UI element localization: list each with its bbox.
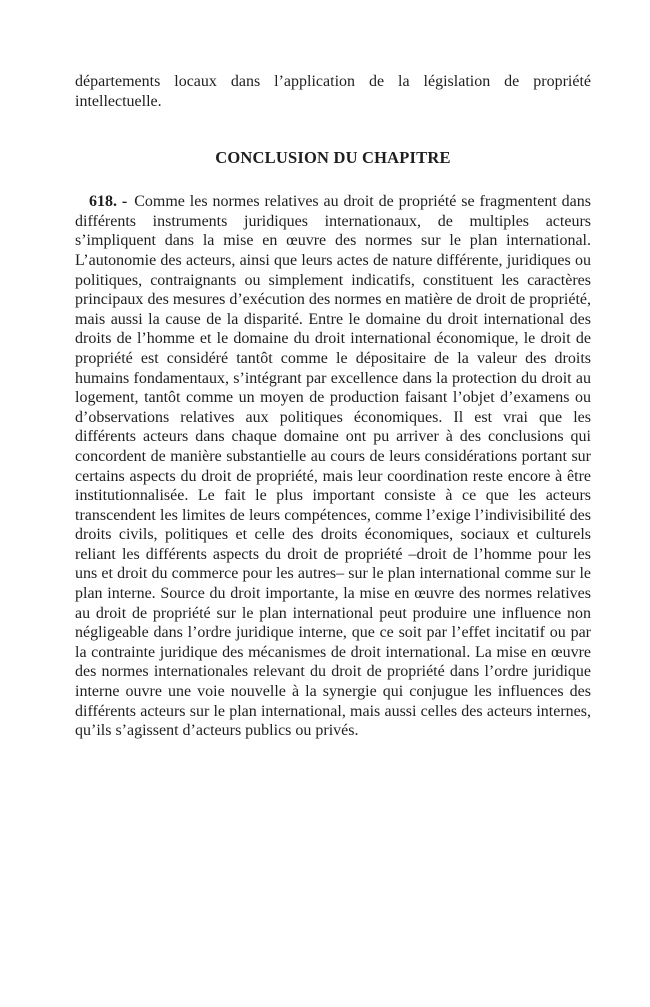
chapter-conclusion-heading: CONCLUSION DU CHAPITRE [215,148,451,168]
page-text-block [75,72,591,741]
paragraph-number: 618. - [89,193,128,211]
paragraph-body: Comme les normes relatives au droit de propriété se fragmentent dans différents instruments juridiques internationaux, de multiples acteurs s’impliquent dans la mise en œuvre des normes sur le plan international. L’autonomie des acteurs, ainsi que leurs actes de nature différente, juridiques ou politiques, contraignants ou simplement indicatifs, constituent les caractères principaux des mesures d’exécution des normes en matière de droit de propriété, mais aussi la cause de la disparité. Entre le domaine du droit international des droits de l’homme et le domaine du droit international économique, le droit de propriété est considéré tantôt comme le dépositaire de la valeur des droits humains fondamentaux, s’intégrant par excellence dans la protection du droit au logement, tantôt comme un moyen de production faisant l’objet d’examens ou d’observations relatives aux politiques économiques. Il est vrai que les différents acteurs dans chaque domaine ont pu arriver à des conclusions qui concordent de manière substantielle au cours de leurs considérations portant sur certains aspects du droit de propriété, mais leur coordination reste encore à être institutionnalisée. Le fait le plus important consiste à ce que les acteurs transcendent les limites de leurs compétences, comme l’exige l’indivisibilité des droits civils, politiques et celle des droits économiques, sociaux et culturels reliant les différents aspects du droit de propriété –droit de l’homme pour les uns et droit du commerce pour les autres– sur le plan international comme sur le plan interne. Source du droit importante, la mise en œuvre des normes relatives au droit de propriété sur le plan international peut produire une influence non négligeable dans l’ordre juridique interne, que ce soit par l’effet incitatif ou par la contrainte juridique des mécanismes de droit international. La mise en œuvre des normes internationales relevant du droit de propriété dans l’ordre juridique interne ouvre une voie nouvelle à la synergie qui conjugue les influences des différents acteurs sur le plan international, mais aussi celles des acteurs internes, qu’ils s’agissent d’acteurs publics ou privés. [75,193,592,740]
continuation-paragraph: départements locaux dans l’application de la législation de propriété intellectuelle. [75,73,591,110]
numbered-paragraph-618 [75,192,591,741]
